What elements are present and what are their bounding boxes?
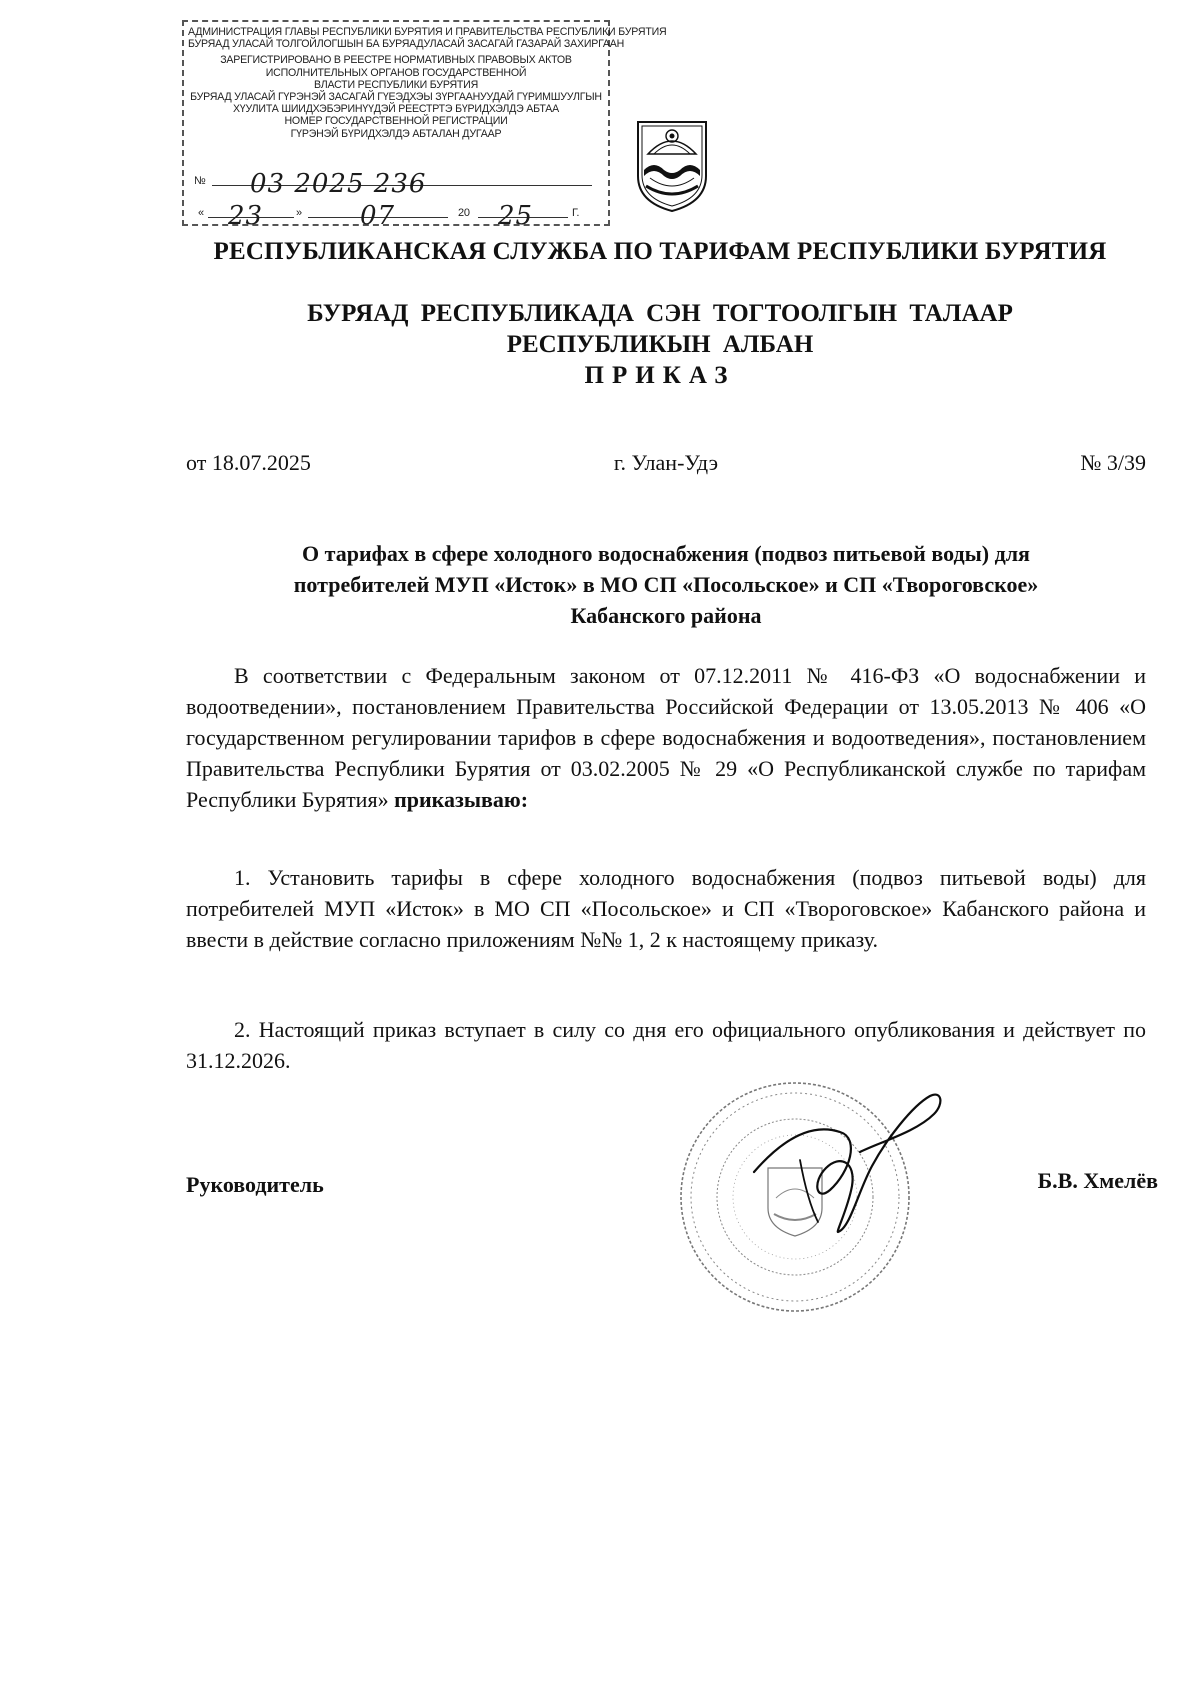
stamp-month: 07: [360, 200, 396, 231]
order-word: приказываю:: [394, 787, 529, 812]
document-type: ПРИКАЗ: [584, 362, 736, 389]
stamp-number-value: 03 2025 236: [250, 168, 427, 199]
document-date: от 18.07.2025: [186, 450, 311, 475]
item-1-paragraph: [186, 862, 1146, 955]
stamp-line: БУРЯАД УЛАСАЙ ТОЛГОЙЛОГШЫН БА БУРЯАДУЛАСАЙ ЗАСАГАЙ ГАЗАРАЙ ЗАХИРГААН: [188, 38, 625, 51]
signatory-position: Руководитель: [186, 1172, 324, 1197]
stamp-line: ВЛАСТИ РЕСПУБЛИКИ БУРЯТИЯ: [313, 78, 479, 91]
stamp-number-label: №: [194, 174, 206, 187]
signatory-name: Б.В. Хмелёв: [1037, 1168, 1158, 1193]
stamp-year-prefix: 20: [458, 206, 470, 219]
stamp-year-suffix: 25: [498, 200, 534, 231]
agency-name-bua: [180, 298, 1140, 391]
stamp-line: ХҮУЛИТА ШИИДХЭБЭРИНҮҮДЭЙ РЕЕСТРТЭ БҮРИДХЭЛДЭ АБТАА: [232, 103, 560, 116]
registration-stamp: [182, 20, 667, 231]
agency-name-bua-line1: БУРЯАД РЕСПУБЛИКАДА СЭН ТОГТООЛГЫН ТАЛААР: [307, 300, 1013, 327]
item-1-text: 1. Установить тарифы в сфере холодного водоснабжения (подвоз питьевой воды) для потребителей МУП «Исток» в МО СП «Посольское» и СП «Твороговское» Кабанского района и ввести в действие согласно приложениям №№ 1, 2 к настоящему приказу.: [186, 865, 1146, 952]
handwritten-signature-icon: [740, 1082, 950, 1242]
title-line: Кабанского района: [570, 603, 762, 628]
agency-name-ru: РЕСПУБЛИКАНСКАЯ СЛУЖБА ПО ТАРИФАМ РЕСПУБЛИКИ БУРЯТИЯ: [213, 238, 1107, 265]
preamble-paragraph: [186, 660, 1146, 815]
stamp-line: БУРЯАД УЛАСАЙ ГҮРЭНЭЙ ЗАСАГАЙ ГҮЕЭДХЭЫ ЗҮРГААНУУДАЙ ГҮРИМШУУЛГЫН: [190, 91, 602, 104]
item-2-paragraph: [186, 1014, 1146, 1076]
document-title: [186, 538, 1146, 631]
stamp-line: ЗАРЕГИСТРИРОВАНО В РЕЕСТРЕ НОРМАТИВНЫХ ПРАВОВЫХ АКТОВ: [220, 54, 572, 67]
stamp-year-unit: Г.: [572, 206, 580, 219]
stamp-day: 23: [228, 200, 264, 231]
title-line: О тарифах в сфере холодного водоснабжения (подвоз питьевой воды) для: [302, 541, 1030, 566]
stamp-line: ИСПОЛНИТЕЛЬНЫХ ОРГАНОВ ГОСУДАРСТВЕННОЙ: [265, 66, 527, 79]
coat-of-arms-icon: [632, 114, 712, 214]
item-2-text: 2. Настоящий приказ вступает в силу со дня его официального опубликования и действует по 31.12.2026.: [186, 1017, 1146, 1073]
stamp-line: ГҮРЭНЭЙ БҮРИДХЭЛДЭ АБТАЛАН ДУГААР: [290, 127, 502, 140]
document-city: г. Улан-Удэ: [613, 450, 719, 475]
agency-name-bua-line2: РЕСПУБЛИКЫН АЛБАН: [506, 331, 814, 358]
stamp-date-row: « 23 » 07 20 25 Г.: [198, 200, 580, 231]
stamp-number-row: [194, 162, 600, 199]
document-number: № 3/39: [1080, 450, 1146, 475]
preamble-text: В соответствии с Федеральным законом от 07.12.2011 № 416-ФЗ «О водоснабжении и водоотведении», постановлением Правительства Российской Федерации от 13.05.2013 № 406 «О государственном регулировании тарифов в сфере водоснабжения и водоотведения», постановлением Правительства Республики Бурятия от 03.02.2005 № 29 «О Республиканской службе по тарифам Республики Бурятия»: [186, 663, 1146, 812]
title-line: потребителей МУП «Исток» в МО СП «Посольское» и СП «Твороговское»: [293, 572, 1039, 597]
stamp-line: НОМЕР ГОСУДАРСТВЕННОЙ РЕГИСТРАЦИИ: [284, 115, 508, 128]
document-meta: [186, 450, 1146, 484]
stamp-line: АДМИНИСТРАЦИЯ ГЛАВЫ РЕСПУБЛИКИ БУРЯТИЯ И ПРАВИТЕЛЬСТВА РЕСПУБЛИКИ БУРЯТИЯ: [188, 26, 667, 38]
